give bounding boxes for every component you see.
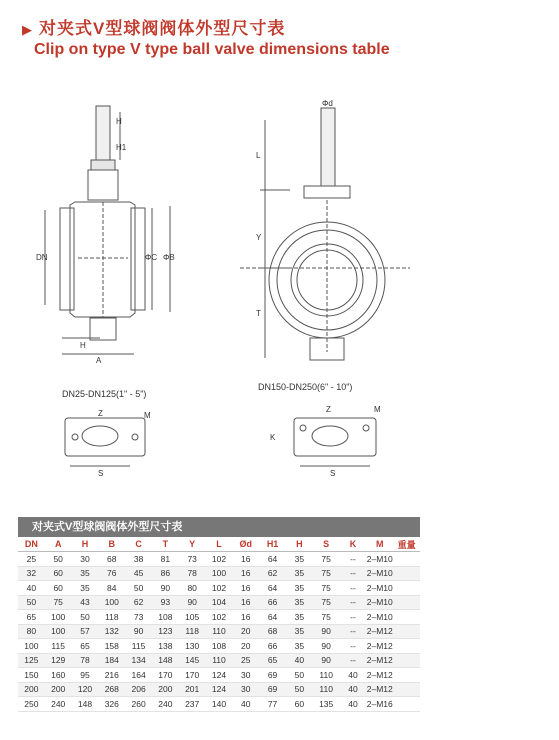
table-cell: 35 xyxy=(286,566,313,581)
table-cell: 65 xyxy=(18,610,45,625)
table-cell: 62 xyxy=(259,566,286,581)
dim-label-phic: ΦC xyxy=(145,253,158,262)
table-cell: 170 xyxy=(152,668,179,683)
table-cell: 40 xyxy=(18,581,45,596)
table-cell: 158 xyxy=(98,639,125,654)
table-cell: 43 xyxy=(72,595,99,610)
table-cell: 2–M10 xyxy=(366,552,393,567)
dim-label-phib: ΦB xyxy=(163,253,175,262)
table-cell: 2–M10 xyxy=(366,595,393,610)
table-cell: 30 xyxy=(232,682,259,697)
dim-label-s-left: S xyxy=(98,469,104,478)
table-cell: 57 xyxy=(72,624,99,639)
table-row xyxy=(18,668,420,683)
dimensions-grid xyxy=(18,537,420,712)
table-cell: 2–M12 xyxy=(366,639,393,654)
table-cell: 78 xyxy=(179,566,206,581)
table-cell: 102 xyxy=(206,610,233,625)
table-cell: 69 xyxy=(259,682,286,697)
table-cell: -- xyxy=(340,581,367,596)
table-cell: 90 xyxy=(125,624,152,639)
column-header: DN xyxy=(18,537,45,552)
table-cell: 108 xyxy=(206,639,233,654)
table-cell: 62 xyxy=(125,595,152,610)
table-cell: 123 xyxy=(152,624,179,639)
column-header: Y xyxy=(179,537,206,552)
table-cell: 2–M12 xyxy=(366,682,393,697)
table-cell: 80 xyxy=(18,624,45,639)
table-cell xyxy=(393,682,420,697)
table-cell xyxy=(393,697,420,712)
table-cell xyxy=(393,581,420,596)
column-header: Ød xyxy=(232,537,259,552)
table-row xyxy=(18,566,420,581)
table-row xyxy=(18,595,420,610)
table-cell: 75 xyxy=(313,566,340,581)
table-cell: 66 xyxy=(259,595,286,610)
table-cell: 60 xyxy=(45,566,72,581)
table-cell: 132 xyxy=(98,624,125,639)
table-cell: 200 xyxy=(152,682,179,697)
table-cell xyxy=(393,566,420,581)
table-cell: 16 xyxy=(232,595,259,610)
table-body xyxy=(18,552,420,712)
table-cell xyxy=(393,610,420,625)
table-cell: 2–M10 xyxy=(366,610,393,625)
table-cell: 16 xyxy=(232,566,259,581)
table-cell: -- xyxy=(340,566,367,581)
table-cell: 110 xyxy=(313,668,340,683)
table-cell: 102 xyxy=(206,581,233,596)
table-cell: 35 xyxy=(72,566,99,581)
table-cell: 104 xyxy=(206,595,233,610)
column-header: M xyxy=(366,537,393,552)
table-cell: 64 xyxy=(259,552,286,567)
dimensions-table xyxy=(18,517,420,712)
table-cell: 148 xyxy=(72,697,99,712)
dim-label-z-left: Z xyxy=(98,409,103,418)
table-cell: 81 xyxy=(152,552,179,567)
column-header: S xyxy=(313,537,340,552)
dim-label-phid: Φd xyxy=(322,99,333,108)
table-cell: 100 xyxy=(18,639,45,654)
table-cell: 76 xyxy=(98,566,125,581)
dim-label-a: A xyxy=(96,356,102,365)
table-row xyxy=(18,697,420,712)
table-cell: 95 xyxy=(72,668,99,683)
table-cell: 90 xyxy=(313,653,340,668)
table-cell: 69 xyxy=(259,668,286,683)
table-cell: 110 xyxy=(313,682,340,697)
table-cell: 118 xyxy=(179,624,206,639)
table-cell: 50 xyxy=(45,552,72,567)
table-cell: 25 xyxy=(18,552,45,567)
triangle-bullet-icon: ▶ xyxy=(22,22,33,37)
column-header: H xyxy=(286,537,313,552)
column-header: T xyxy=(152,537,179,552)
table-cell: 64 xyxy=(259,610,286,625)
table-cell: 140 xyxy=(206,697,233,712)
table-cell: 20 xyxy=(232,624,259,639)
table-cell: 100 xyxy=(45,610,72,625)
table-cell: 30 xyxy=(72,552,99,567)
dim-label-h-top: H xyxy=(116,117,122,126)
table-row xyxy=(18,552,420,567)
column-header: A xyxy=(45,537,72,552)
table-cell: 25 xyxy=(232,653,259,668)
table-cell: 60 xyxy=(286,697,313,712)
table-cell: 35 xyxy=(286,639,313,654)
table-cell: 160 xyxy=(45,668,72,683)
table-cell: 16 xyxy=(232,552,259,567)
table-cell: 240 xyxy=(152,697,179,712)
table-cell: 35 xyxy=(286,624,313,639)
table-cell: 90 xyxy=(313,639,340,654)
table-cell: 30 xyxy=(232,668,259,683)
table-cell: 240 xyxy=(45,697,72,712)
table-cell: 2–M10 xyxy=(366,566,393,581)
table-cell: 130 xyxy=(179,639,206,654)
table-cell: 206 xyxy=(125,682,152,697)
table-cell: 75 xyxy=(313,581,340,596)
dim-label-t: T xyxy=(256,309,261,318)
table-cell: 64 xyxy=(259,581,286,596)
table-cell: 35 xyxy=(286,595,313,610)
table-cell: 201 xyxy=(179,682,206,697)
column-header: C xyxy=(125,537,152,552)
table-cell: 50 xyxy=(18,595,45,610)
table-cell: 170 xyxy=(179,668,206,683)
column-header: L xyxy=(206,537,233,552)
column-header: K xyxy=(340,537,367,552)
table-cell: 200 xyxy=(18,682,45,697)
table-cell: 124 xyxy=(206,668,233,683)
table-cell: 40 xyxy=(286,653,313,668)
table-cell: 78 xyxy=(72,653,99,668)
table-row xyxy=(18,653,420,668)
table-cell: 108 xyxy=(152,610,179,625)
table-cell: 84 xyxy=(98,581,125,596)
table-cell xyxy=(393,653,420,668)
table-cell: 148 xyxy=(152,653,179,668)
table-cell: 50 xyxy=(286,668,313,683)
table-row xyxy=(18,581,420,596)
table-cell: -- xyxy=(340,552,367,567)
table-cell: 164 xyxy=(125,668,152,683)
table-cell: 237 xyxy=(179,697,206,712)
table-cell: -- xyxy=(340,624,367,639)
table-cell: 118 xyxy=(98,610,125,625)
table-cell: 326 xyxy=(98,697,125,712)
table-cell: 35 xyxy=(286,581,313,596)
table-cell: 115 xyxy=(125,639,152,654)
left-drawing-caption: DN25-DN125(1" - 5") xyxy=(62,389,147,399)
table-cell: 16 xyxy=(232,610,259,625)
table-row xyxy=(18,624,420,639)
dim-label-s-right: S xyxy=(330,469,336,478)
table-cell: 135 xyxy=(313,697,340,712)
table-cell: 90 xyxy=(152,581,179,596)
table-cell xyxy=(393,595,420,610)
table-cell: 45 xyxy=(125,566,152,581)
title-zh-text: 对夹式V型球阀阀体外型尺寸表 xyxy=(39,19,286,38)
table-cell: 65 xyxy=(259,653,286,668)
dim-label-l: L xyxy=(256,151,261,160)
table-cell: 102 xyxy=(206,552,233,567)
table-cell: 50 xyxy=(125,581,152,596)
table-cell: 68 xyxy=(259,624,286,639)
table-cell: 124 xyxy=(206,682,233,697)
valve-drawings xyxy=(0,90,559,490)
table-cell: 100 xyxy=(206,566,233,581)
table-cell: 75 xyxy=(313,595,340,610)
table-cell: 35 xyxy=(286,552,313,567)
table-cell: 2–M12 xyxy=(366,624,393,639)
table-cell xyxy=(393,624,420,639)
table-cell: 86 xyxy=(152,566,179,581)
table-cell: 73 xyxy=(179,552,206,567)
table-cell: 75 xyxy=(313,552,340,567)
table-cell: 115 xyxy=(45,639,72,654)
table-cell: 184 xyxy=(98,653,125,668)
table-cell: 50 xyxy=(72,610,99,625)
table-header-row xyxy=(18,537,420,552)
table-row xyxy=(18,639,420,654)
table-cell: 268 xyxy=(98,682,125,697)
column-header: B xyxy=(98,537,125,552)
table-cell: 200 xyxy=(45,682,72,697)
table-cell: 93 xyxy=(152,595,179,610)
dim-label-y: Y xyxy=(256,233,262,242)
table-cell: 100 xyxy=(98,595,125,610)
table-cell: 65 xyxy=(72,639,99,654)
table-cell: -- xyxy=(340,653,367,668)
table-cell: 110 xyxy=(206,653,233,668)
dim-label-z-right: Z xyxy=(326,405,331,414)
table-cell xyxy=(393,668,420,683)
table-title: 对夹式V型球阀阀体外型尺寸表 xyxy=(18,517,420,537)
dim-label-h1: H1 xyxy=(116,143,127,152)
dim-label-m-left: M xyxy=(144,411,151,420)
table-cell: 2–M12 xyxy=(366,653,393,668)
table-cell: 20 xyxy=(232,639,259,654)
table-cell: 100 xyxy=(45,624,72,639)
table-cell: 75 xyxy=(313,610,340,625)
table-cell: 216 xyxy=(98,668,125,683)
table-cell: 138 xyxy=(152,639,179,654)
table-cell: 75 xyxy=(45,595,72,610)
table-cell: -- xyxy=(340,595,367,610)
table-cell: 40 xyxy=(340,682,367,697)
dim-label-m-right: M xyxy=(374,405,381,414)
table-cell: 73 xyxy=(125,610,152,625)
table-cell: 32 xyxy=(18,566,45,581)
table-cell: 40 xyxy=(232,697,259,712)
column-header: 重量 xyxy=(393,537,420,552)
table-cell: 250 xyxy=(18,697,45,712)
table-cell: 60 xyxy=(45,581,72,596)
table-cell: 90 xyxy=(179,595,206,610)
table-cell: 105 xyxy=(179,610,206,625)
table-cell: 110 xyxy=(206,624,233,639)
dim-label-dn: DN xyxy=(36,253,48,262)
page-title-zh xyxy=(22,14,285,39)
column-header: H1 xyxy=(259,537,286,552)
table-cell: -- xyxy=(340,610,367,625)
table-cell: 35 xyxy=(72,581,99,596)
table-cell: 120 xyxy=(72,682,99,697)
page-title-en: Clip on type V type ball valve dimensions table xyxy=(34,41,390,58)
table-row xyxy=(18,682,420,697)
table-cell: 134 xyxy=(125,653,152,668)
table-cell: 38 xyxy=(125,552,152,567)
table-cell: 77 xyxy=(259,697,286,712)
table-cell: 90 xyxy=(313,624,340,639)
table-cell: 66 xyxy=(259,639,286,654)
table-cell: 68 xyxy=(98,552,125,567)
table-cell xyxy=(393,639,420,654)
table-cell: 2–M12 xyxy=(366,668,393,683)
table-cell: -- xyxy=(340,639,367,654)
table-cell: 50 xyxy=(286,682,313,697)
table-cell: 80 xyxy=(179,581,206,596)
table-cell: 260 xyxy=(125,697,152,712)
dim-label-h-bottom: H xyxy=(80,341,86,350)
table-cell: 125 xyxy=(18,653,45,668)
column-header: H xyxy=(72,537,99,552)
table-cell: 150 xyxy=(18,668,45,683)
table-cell: 129 xyxy=(45,653,72,668)
table-cell: 35 xyxy=(286,610,313,625)
table-cell: 145 xyxy=(179,653,206,668)
right-drawing-caption: DN150-DN250(6" - 10") xyxy=(258,382,353,392)
table-cell: 2–M16 xyxy=(366,697,393,712)
table-cell xyxy=(393,552,420,567)
table-cell: 16 xyxy=(232,581,259,596)
table-cell: 2–M10 xyxy=(366,581,393,596)
dim-label-k: K xyxy=(270,433,276,442)
table-cell: 40 xyxy=(340,668,367,683)
table-cell: 40 xyxy=(340,697,367,712)
table-row xyxy=(18,610,420,625)
